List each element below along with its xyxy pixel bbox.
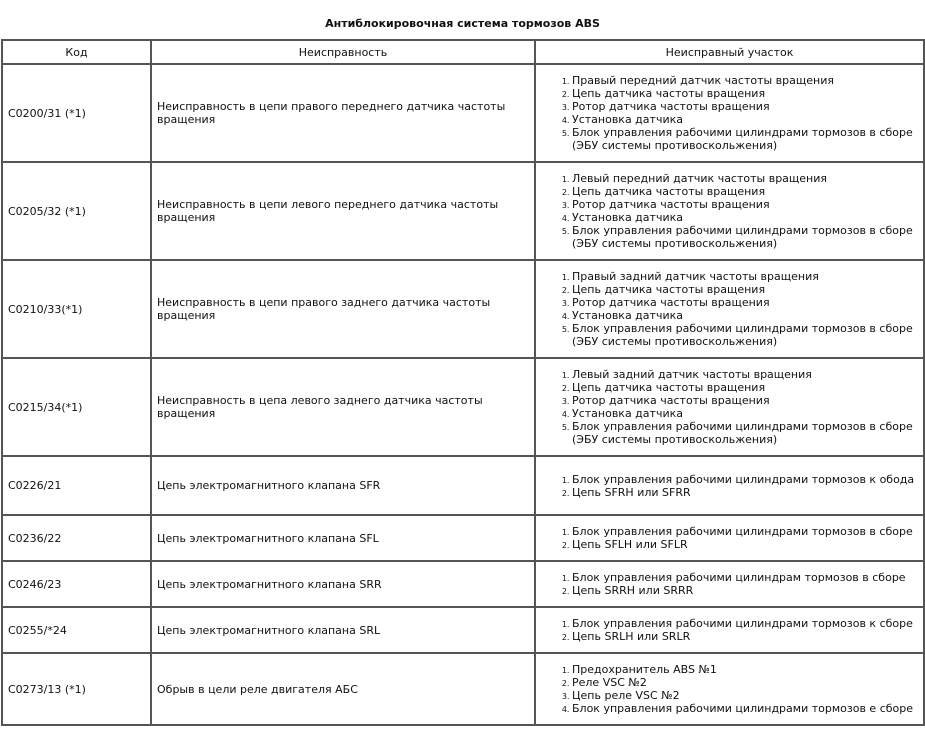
- fault-description-cell: Цепь электромагнитного клапана SRR: [151, 561, 535, 607]
- table-row: [2, 561, 924, 607]
- faulty-part-item: 2. Цепь датчика частоты вращения: [572, 283, 919, 296]
- table-header-row: [2, 40, 924, 64]
- faulty-part-list: [540, 74, 919, 152]
- faulty-part-item: 3. Ротор датчика частоты вращения: [572, 100, 919, 113]
- faulty-part-item: 1. Предохранитель ABS №1: [572, 663, 919, 676]
- table-body: [2, 64, 924, 725]
- faulty-part-list: [540, 270, 919, 348]
- faulty-part-item: 4. Установка датчика: [572, 407, 919, 420]
- faulty-part-cell: [535, 515, 924, 561]
- table-row: [2, 358, 924, 456]
- column-header-part: Неисправный участок: [535, 40, 924, 64]
- faulty-part-item: 1. Левый задний датчик частоты вращения: [572, 368, 919, 381]
- column-header-code: Код: [2, 40, 151, 64]
- faulty-part-item: 2. Цепь датчика частоты вращения: [572, 381, 919, 394]
- column-header-fault: Неисправность: [151, 40, 535, 64]
- faulty-part-item: 1. Правый передний датчик частоты вращения: [572, 74, 919, 87]
- faulty-part-cell: [535, 64, 924, 162]
- fault-code-cell: C0205/32 (*1): [2, 162, 151, 260]
- faulty-part-list: [540, 571, 919, 597]
- faulty-part-cell: [535, 260, 924, 358]
- fault-description-cell: Неисправность в цепа левого заднего датчика частоты вращения: [151, 358, 535, 456]
- faulty-part-item: 2. Цепь SRRH или SRRR: [572, 584, 919, 597]
- fault-code-cell: C0226/21: [2, 456, 151, 515]
- table-row: [2, 260, 924, 358]
- faulty-part-cell: [535, 607, 924, 653]
- fault-description-cell: Цепь электромагнитного клапана SRL: [151, 607, 535, 653]
- faulty-part-item: 5. Блок управления рабочими цилиндрами тормозов в сборе (ЭБУ системы противоскольжения): [572, 420, 919, 446]
- faulty-part-item: 1. Блок управления рабочими цилиндрами тормозов к обода: [572, 473, 919, 486]
- fault-description-cell: Неисправность в цепи правого переднего датчика частоты вращения: [151, 64, 535, 162]
- table-row: [2, 607, 924, 653]
- faulty-part-item: 3. Ротор датчика частоты вращения: [572, 394, 919, 407]
- fault-code-cell: C0200/31 (*1): [2, 64, 151, 162]
- faulty-part-item: 1. Блок управления рабочими цилиндрам тормозов в сборе: [572, 571, 919, 584]
- faulty-part-item: 3. Цепь реле VSC №2: [572, 689, 919, 702]
- fault-code-cell: C0255/*24: [2, 607, 151, 653]
- faulty-part-cell: [535, 561, 924, 607]
- faulty-part-item: 2. Цепь SFLH или SFLR: [572, 538, 919, 551]
- fault-code-cell: C0273/13 (*1): [2, 653, 151, 725]
- faulty-part-cell: [535, 358, 924, 456]
- faulty-part-cell: [535, 653, 924, 725]
- faulty-part-list: [540, 525, 919, 551]
- fault-description-cell: Цепь электромагнитного клапана SFR: [151, 456, 535, 515]
- table-row: [2, 64, 924, 162]
- faulty-part-item: 4. Установка датчика: [572, 309, 919, 322]
- faulty-part-list: [540, 473, 919, 499]
- faulty-part-list: [540, 617, 919, 643]
- faulty-part-item: 2. Цепь датчика частоты вращения: [572, 185, 919, 198]
- faulty-part-list: [540, 663, 919, 715]
- faulty-part-item: 3. Ротор датчика частоты вращения: [572, 296, 919, 309]
- faulty-part-item: 2. Цепь SFRH или SFRR: [572, 486, 919, 499]
- fault-description-cell: Неисправность в цепи правого заднего датчика частоты вращения: [151, 260, 535, 358]
- table-row: [2, 515, 924, 561]
- faulty-part-item: 5. Блок управления рабочими цилиндрами тормозов в сборе (ЭБУ системы противоскольжения): [572, 224, 919, 250]
- faulty-part-item: 1. Правый задний датчик частоты вращения: [572, 270, 919, 283]
- faulty-part-item: 1. Блок управления рабочими цилиндрами тормозов к сборе: [572, 617, 919, 630]
- faulty-part-item: 2. Цепь SRLH или SRLR: [572, 630, 919, 643]
- faulty-part-item: 1. Левый передний датчик частоты вращения: [572, 172, 919, 185]
- table-row: [2, 653, 924, 725]
- faulty-part-list: [540, 368, 919, 446]
- table-row: [2, 456, 924, 515]
- faulty-part-item: 4. Установка датчика: [572, 113, 919, 126]
- faulty-part-item: 1. Блок управления рабочими цилиндрами тормозов в сборе: [572, 525, 919, 538]
- faulty-part-list: [540, 172, 919, 250]
- table-row: [2, 162, 924, 260]
- fault-description-cell: Обрыв в цели реле двигателя АБС: [151, 653, 535, 725]
- fault-description-cell: Неисправность в цепи левого переднего датчика частоты вращения: [151, 162, 535, 260]
- fault-description-cell: Цепь электромагнитного клапана SFL: [151, 515, 535, 561]
- fault-code-table: [1, 39, 925, 726]
- fault-code-cell: C0246/23: [2, 561, 151, 607]
- fault-code-cell: C0210/33(*1): [2, 260, 151, 358]
- page-title: Антиблокировочная система тормозов ABS: [325, 17, 600, 30]
- fault-code-cell: C0215/34(*1): [2, 358, 151, 456]
- faulty-part-cell: [535, 456, 924, 515]
- faulty-part-cell: [535, 162, 924, 260]
- faulty-part-item: 4. Блок управления рабочими цилиндрами тормозов е сборе: [572, 702, 919, 715]
- faulty-part-item: 5. Блок управления рабочими цилиндрами тормозов в сборе (ЭБУ системы противоскольжения): [572, 322, 919, 348]
- faulty-part-item: 2. Цепь датчика частоты вращения: [572, 87, 919, 100]
- faulty-part-item: 4. Установка датчика: [572, 211, 919, 224]
- fault-code-cell: C0236/22: [2, 515, 151, 561]
- faulty-part-item: 2. Реле VSC №2: [572, 676, 919, 689]
- faulty-part-item: 3. Ротор датчика частоты вращения: [572, 198, 919, 211]
- faulty-part-item: 5. Блок управления рабочими цилиндрами тормозов в сборе (ЭБУ системы противоскольжения): [572, 126, 919, 152]
